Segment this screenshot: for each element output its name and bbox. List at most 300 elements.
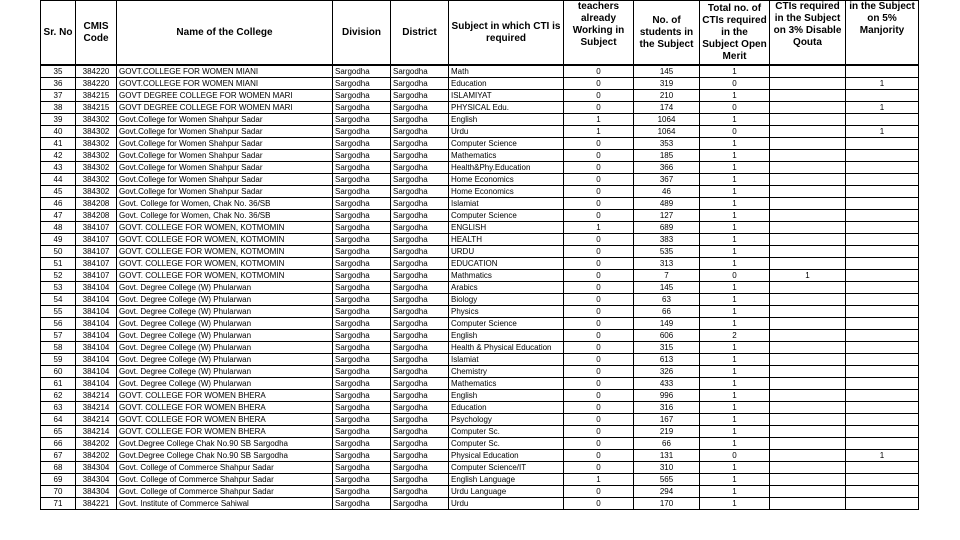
cell-minority-quota (846, 438, 919, 450)
cell-students: 606 (634, 330, 700, 342)
cell-teachers-working: 0 (564, 402, 634, 414)
cell-sr-no: 59 (41, 354, 76, 366)
cell-subject: Arabics (449, 282, 564, 294)
cell-college-name: GOVT.COLLEGE FOR WOMEN MIANI (117, 65, 333, 78)
cell-cmis-code: 384302 (76, 186, 117, 198)
cell-open-merit: 1 (700, 306, 770, 318)
cell-minority-quota (846, 306, 919, 318)
cell-minority-quota (846, 426, 919, 438)
cell-students: 366 (634, 162, 700, 174)
cell-open-merit: 1 (700, 474, 770, 486)
cell-students: 167 (634, 414, 700, 426)
cell-college-name: GOVT. COLLEGE FOR WOMEN, KOTMOMIN (117, 258, 333, 270)
cell-district: Sargodha (391, 65, 449, 78)
cell-cmis-code: 384104 (76, 306, 117, 318)
cell-district: Sargodha (391, 450, 449, 462)
cell-open-merit: 1 (700, 174, 770, 186)
cell-subject: Computer Science (449, 138, 564, 150)
cell-teachers-working: 0 (564, 498, 634, 510)
cell-open-merit: 1 (700, 378, 770, 390)
cell-district: Sargodha (391, 414, 449, 426)
cell-disable-quota (770, 126, 846, 138)
cell-sr-no: 69 (41, 474, 76, 486)
table-row (41, 282, 919, 294)
cell-district: Sargodha (391, 390, 449, 402)
cell-district: Sargodha (391, 270, 449, 282)
cell-sr-no: 71 (41, 498, 76, 510)
cell-teachers-working: 1 (564, 222, 634, 234)
table-row (41, 234, 919, 246)
table-row (41, 366, 919, 378)
cell-disable-quota (770, 150, 846, 162)
cell-minority-quota: 1 (846, 78, 919, 90)
cell-cmis-code: 384104 (76, 366, 117, 378)
cell-minority-quota (846, 354, 919, 366)
table-row (41, 330, 919, 342)
cell-college-name: Govt.College for Women Shahpur Sadar (117, 174, 333, 186)
cell-sr-no: 46 (41, 198, 76, 210)
table-row (41, 150, 919, 162)
cell-open-merit: 1 (700, 318, 770, 330)
table-row (41, 222, 919, 234)
cell-cmis-code: 384107 (76, 222, 117, 234)
cell-students: 326 (634, 366, 700, 378)
cell-district: Sargodha (391, 138, 449, 150)
cell-college-name: GOVT DEGREE COLLEGE FOR WOMEN MARI (117, 90, 333, 102)
cell-district: Sargodha (391, 234, 449, 246)
cell-students: 294 (634, 486, 700, 498)
cell-minority-quota (846, 234, 919, 246)
cell-college-name: GOVT. COLLEGE FOR WOMEN, KOTMOMIN (117, 222, 333, 234)
cell-minority-quota (846, 198, 919, 210)
cell-teachers-working: 0 (564, 450, 634, 462)
table-row (41, 198, 919, 210)
cell-cmis-code: 384104 (76, 282, 117, 294)
cell-students: 315 (634, 342, 700, 354)
cell-students: 145 (634, 282, 700, 294)
cell-college-name: GOVT. COLLEGE FOR WOMEN BHERA (117, 390, 333, 402)
cell-students: 353 (634, 138, 700, 150)
cell-minority-quota (846, 138, 919, 150)
cell-open-merit: 1 (700, 414, 770, 426)
cell-teachers-working: 0 (564, 462, 634, 474)
cell-teachers-working: 0 (564, 414, 634, 426)
cell-college-name: GOVT. COLLEGE FOR WOMEN BHERA (117, 426, 333, 438)
cell-students: 319 (634, 78, 700, 90)
cell-subject: Urdu (449, 126, 564, 138)
cell-district: Sargodha (391, 222, 449, 234)
cell-sr-no: 67 (41, 450, 76, 462)
cell-division: Sargodha (333, 414, 391, 426)
cell-district: Sargodha (391, 126, 449, 138)
cell-teachers-working: 1 (564, 474, 634, 486)
cell-students: 383 (634, 234, 700, 246)
header-cmis-code: CMIS Code (76, 1, 117, 66)
cell-students: 433 (634, 378, 700, 390)
cell-sr-no: 42 (41, 150, 76, 162)
cell-sr-no: 38 (41, 102, 76, 114)
cell-open-merit: 1 (700, 426, 770, 438)
cell-cmis-code: 384104 (76, 342, 117, 354)
cell-open-merit: 1 (700, 114, 770, 126)
table-row (41, 318, 919, 330)
cell-open-merit: 1 (700, 198, 770, 210)
table-row (41, 450, 919, 462)
cell-sr-no: 39 (41, 114, 76, 126)
cell-division: Sargodha (333, 78, 391, 90)
cti-requirements-sheet (40, 0, 918, 510)
cell-minority-quota (846, 318, 919, 330)
cell-students: 46 (634, 186, 700, 198)
cell-open-merit: 1 (700, 390, 770, 402)
cell-cmis-code: 384208 (76, 198, 117, 210)
cell-open-merit: 1 (700, 210, 770, 222)
cell-open-merit: 1 (700, 294, 770, 306)
cell-teachers-working: 0 (564, 342, 634, 354)
cell-subject: Computer Science (449, 210, 564, 222)
cell-college-name: Govt. Degree College (W) Phularwan (117, 306, 333, 318)
cell-disable-quota (770, 222, 846, 234)
cell-cmis-code: 384104 (76, 294, 117, 306)
cell-subject: English (449, 390, 564, 402)
table-row (41, 306, 919, 318)
cell-teachers-working: 0 (564, 198, 634, 210)
cell-cmis-code: 384302 (76, 162, 117, 174)
cell-division: Sargodha (333, 162, 391, 174)
cell-college-name: Govt. College of Commerce Shahpur Sadar (117, 486, 333, 498)
cell-open-merit: 1 (700, 462, 770, 474)
cell-disable-quota (770, 234, 846, 246)
cell-open-merit: 0 (700, 78, 770, 90)
cell-district: Sargodha (391, 78, 449, 90)
cell-subject: Biology (449, 294, 564, 306)
cell-minority-quota (846, 174, 919, 186)
cell-students: 310 (634, 462, 700, 474)
cell-division: Sargodha (333, 65, 391, 78)
cell-disable-quota (770, 318, 846, 330)
cell-disable-quota (770, 138, 846, 150)
cell-teachers-working: 0 (564, 282, 634, 294)
cell-open-merit: 1 (700, 402, 770, 414)
cell-district: Sargodha (391, 366, 449, 378)
cell-sr-no: 44 (41, 174, 76, 186)
cell-sr-no: 40 (41, 126, 76, 138)
cell-open-merit: 1 (700, 366, 770, 378)
cell-disable-quota (770, 246, 846, 258)
cell-division: Sargodha (333, 498, 391, 510)
cell-teachers-working: 0 (564, 486, 634, 498)
cell-district: Sargodha (391, 162, 449, 174)
cell-sr-no: 56 (41, 318, 76, 330)
cell-college-name: Govt.College for Women Shahpur Sadar (117, 114, 333, 126)
table-row (41, 378, 919, 390)
cell-sr-no: 70 (41, 486, 76, 498)
cell-minority-quota (846, 498, 919, 510)
cell-district: Sargodha (391, 402, 449, 414)
cell-sr-no: 53 (41, 282, 76, 294)
cell-disable-quota (770, 294, 846, 306)
cell-open-merit: 0 (700, 126, 770, 138)
cell-division: Sargodha (333, 150, 391, 162)
cell-minority-quota (846, 114, 919, 126)
cell-teachers-working: 0 (564, 174, 634, 186)
cell-teachers-working: 0 (564, 162, 634, 174)
cell-division: Sargodha (333, 198, 391, 210)
cell-cmis-code: 384104 (76, 330, 117, 342)
cell-sr-no: 57 (41, 330, 76, 342)
cell-students: 185 (634, 150, 700, 162)
cell-students: 170 (634, 498, 700, 510)
cell-division: Sargodha (333, 174, 391, 186)
cell-division: Sargodha (333, 270, 391, 282)
cell-minority-quota: 1 (846, 126, 919, 138)
cell-teachers-working: 0 (564, 306, 634, 318)
cell-disable-quota (770, 198, 846, 210)
table-row (41, 390, 919, 402)
table-row (41, 258, 919, 270)
cell-minority-quota (846, 330, 919, 342)
header-minority-quota (846, 1, 919, 66)
cell-minority-quota (846, 414, 919, 426)
cell-division: Sargodha (333, 402, 391, 414)
cell-cmis-code: 384302 (76, 138, 117, 150)
cell-subject: Computer Science (449, 318, 564, 330)
cell-district: Sargodha (391, 186, 449, 198)
cell-subject: Physical Education (449, 450, 564, 462)
cell-division: Sargodha (333, 450, 391, 462)
cell-sr-no: 54 (41, 294, 76, 306)
cell-minority-quota: 1 (846, 450, 919, 462)
cell-sr-no: 48 (41, 222, 76, 234)
cell-teachers-working: 0 (564, 318, 634, 330)
cell-disable-quota (770, 78, 846, 90)
cell-subject: Psychology (449, 414, 564, 426)
cell-sr-no: 36 (41, 78, 76, 90)
cell-subject: English Language (449, 474, 564, 486)
header-disable-quota (770, 1, 846, 66)
cell-cmis-code: 384107 (76, 246, 117, 258)
cell-students: 174 (634, 102, 700, 114)
cell-teachers-working: 1 (564, 126, 634, 138)
cell-cmis-code: 384302 (76, 174, 117, 186)
header-disable-quota-text: CTIs required in the Subject on 3% Disable Qouta (773, 1, 842, 48)
cell-students: 127 (634, 210, 700, 222)
cell-students: 1064 (634, 114, 700, 126)
cell-district: Sargodha (391, 210, 449, 222)
cell-division: Sargodha (333, 282, 391, 294)
cell-disable-quota (770, 366, 846, 378)
cell-division: Sargodha (333, 234, 391, 246)
cell-disable-quota: 1 (770, 270, 846, 282)
table-row (41, 294, 919, 306)
cell-students: 219 (634, 426, 700, 438)
cell-district: Sargodha (391, 318, 449, 330)
cell-sr-no: 65 (41, 426, 76, 438)
table-row (41, 426, 919, 438)
table-row (41, 354, 919, 366)
cell-cmis-code: 384202 (76, 438, 117, 450)
cell-division: Sargodha (333, 474, 391, 486)
cell-subject: ISLAMIYAT (449, 90, 564, 102)
cell-college-name: Govt. Degree College (W) Phularwan (117, 366, 333, 378)
cell-district: Sargodha (391, 378, 449, 390)
cell-college-name: Govt. College of Commerce Shahpur Sadar (117, 474, 333, 486)
cell-subject: Computer Sc. (449, 426, 564, 438)
cell-cmis-code: 384214 (76, 402, 117, 414)
cell-subject: Chemistry (449, 366, 564, 378)
cell-college-name: Govt.College for Women Shahpur Sadar (117, 150, 333, 162)
cell-division: Sargodha (333, 378, 391, 390)
cell-teachers-working: 0 (564, 138, 634, 150)
cell-subject: Urdu (449, 498, 564, 510)
cell-sr-no: 68 (41, 462, 76, 474)
table-row (41, 162, 919, 174)
cell-disable-quota (770, 174, 846, 186)
cell-sr-no: 49 (41, 234, 76, 246)
cell-cmis-code: 384302 (76, 114, 117, 126)
cell-students: 1064 (634, 126, 700, 138)
cell-disable-quota (770, 282, 846, 294)
cell-open-merit: 1 (700, 90, 770, 102)
table-header (41, 1, 919, 66)
cell-minority-quota (846, 402, 919, 414)
cell-subject: Health & Physical Education (449, 342, 564, 354)
cell-division: Sargodha (333, 330, 391, 342)
table-row (41, 342, 919, 354)
cell-college-name: Govt.Degree College Chak No.90 SB Sargodha (117, 438, 333, 450)
table-row (41, 210, 919, 222)
cell-sr-no: 45 (41, 186, 76, 198)
table-row (41, 78, 919, 90)
cell-disable-quota (770, 378, 846, 390)
cell-cmis-code: 384302 (76, 126, 117, 138)
cell-cmis-code: 384302 (76, 150, 117, 162)
cell-disable-quota (770, 450, 846, 462)
cell-open-merit: 1 (700, 282, 770, 294)
cell-college-name: Govt.College for Women Shahpur Sadar (117, 126, 333, 138)
table-row (41, 402, 919, 414)
cell-sr-no: 37 (41, 90, 76, 102)
cell-district: Sargodha (391, 174, 449, 186)
cell-open-merit: 1 (700, 438, 770, 450)
cell-college-name: Govt. Degree College (W) Phularwan (117, 354, 333, 366)
cell-open-merit: 1 (700, 222, 770, 234)
cell-division: Sargodha (333, 258, 391, 270)
cell-division: Sargodha (333, 438, 391, 450)
cell-college-name: Govt.College for Women Shahpur Sadar (117, 186, 333, 198)
cell-students: 131 (634, 450, 700, 462)
cell-college-name: GOVT. COLLEGE FOR WOMEN BHERA (117, 402, 333, 414)
cell-college-name: Govt. Degree College (W) Phularwan (117, 294, 333, 306)
cell-disable-quota (770, 306, 846, 318)
cell-open-merit: 1 (700, 354, 770, 366)
cell-students: 489 (634, 198, 700, 210)
header-division: Division (333, 1, 391, 66)
cell-district: Sargodha (391, 486, 449, 498)
cell-minority-quota (846, 162, 919, 174)
cell-subject: URDU (449, 246, 564, 258)
table-row (41, 486, 919, 498)
cell-cmis-code: 384220 (76, 65, 117, 78)
cell-division: Sargodha (333, 102, 391, 114)
table-row (41, 102, 919, 114)
cell-minority-quota (846, 186, 919, 198)
table-row (41, 174, 919, 186)
cell-cmis-code: 384104 (76, 318, 117, 330)
cell-district: Sargodha (391, 438, 449, 450)
cell-cmis-code: 384107 (76, 258, 117, 270)
cell-college-name: Govt. College for Women, Chak No. 36/SB (117, 198, 333, 210)
cell-open-merit: 2 (700, 330, 770, 342)
cell-subject: Computer Science/IT (449, 462, 564, 474)
cell-open-merit: 1 (700, 65, 770, 78)
table-row (41, 246, 919, 258)
cell-sr-no: 66 (41, 438, 76, 450)
cell-sr-no: 64 (41, 414, 76, 426)
table-row (41, 138, 919, 150)
cell-disable-quota (770, 186, 846, 198)
cell-subject: English (449, 330, 564, 342)
cell-sr-no: 55 (41, 306, 76, 318)
cell-minority-quota (846, 258, 919, 270)
cell-students: 66 (634, 306, 700, 318)
cell-division: Sargodha (333, 354, 391, 366)
cell-teachers-working: 0 (564, 90, 634, 102)
cell-students: 689 (634, 222, 700, 234)
cell-minority-quota (846, 486, 919, 498)
header-subject: Subject in which CTI is required (449, 1, 564, 66)
cell-open-merit: 1 (700, 186, 770, 198)
cell-college-name: GOVT. COLLEGE FOR WOMEN, KOTMOMIN (117, 270, 333, 282)
cell-disable-quota (770, 426, 846, 438)
cell-division: Sargodha (333, 318, 391, 330)
cell-college-name: GOVT. COLLEGE FOR WOMEN, KOTMOMIN (117, 234, 333, 246)
cell-students: 145 (634, 65, 700, 78)
cell-open-merit: 1 (700, 138, 770, 150)
cell-disable-quota (770, 438, 846, 450)
cell-subject: Computer Sc. (449, 438, 564, 450)
table-row (41, 462, 919, 474)
cell-sr-no: 43 (41, 162, 76, 174)
cell-minority-quota (846, 342, 919, 354)
cell-disable-quota (770, 498, 846, 510)
cti-table (40, 0, 919, 510)
cell-open-merit: 1 (700, 234, 770, 246)
cell-minority-quota: 1 (846, 102, 919, 114)
cell-division: Sargodha (333, 90, 391, 102)
cell-teachers-working: 0 (564, 354, 634, 366)
cell-subject: Islamiat (449, 198, 564, 210)
cell-sr-no: 41 (41, 138, 76, 150)
cell-subject: Home Economics (449, 186, 564, 198)
cell-division: Sargodha (333, 126, 391, 138)
cell-teachers-working: 0 (564, 438, 634, 450)
cell-open-merit: 1 (700, 342, 770, 354)
cell-students: 565 (634, 474, 700, 486)
cell-subject: Education (449, 78, 564, 90)
cell-division: Sargodha (333, 246, 391, 258)
cell-students: 316 (634, 402, 700, 414)
cell-cmis-code: 384215 (76, 90, 117, 102)
cell-minority-quota (846, 222, 919, 234)
cell-college-name: Govt.Degree College Chak No.90 SB Sargodha (117, 450, 333, 462)
cell-teachers-working: 0 (564, 378, 634, 390)
cell-disable-quota (770, 342, 846, 354)
table-row (41, 414, 919, 426)
header-sr-no: Sr. No (41, 1, 76, 66)
cell-district: Sargodha (391, 306, 449, 318)
cell-district: Sargodha (391, 498, 449, 510)
